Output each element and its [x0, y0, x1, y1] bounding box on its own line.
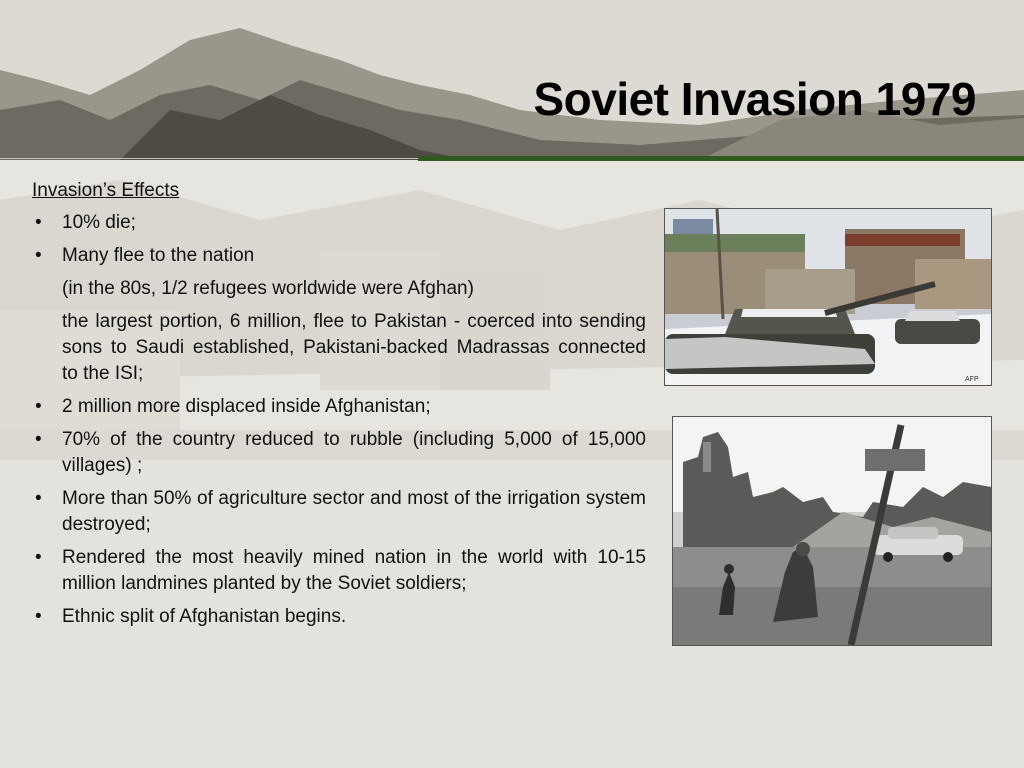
photo-credit: AFP: [965, 376, 979, 383]
subheading: Invasion’s Effects: [32, 180, 180, 201]
bullet-item: • 2 million more displaced inside Afghanistan;: [32, 394, 646, 420]
bullet-item: • 10% die;: [32, 210, 646, 236]
slide-body: [32, 178, 646, 637]
slide-title: Soviet Invasion 1979: [533, 73, 976, 125]
bullet-item: • Rendered the most heavily mined nation in the world with 10-15 million landmines planted by the Soviet soldiers;: [32, 545, 646, 597]
bullet-item: • 70% of the country reduced to rubble (including 5,000 of 15,000 villages) ;: [32, 427, 646, 479]
sub-paragraph: (in the 80s, 1/2 refugees worldwide were Afghan): [62, 278, 474, 299]
bullet-item: • Many flee to the nation: [32, 243, 646, 269]
title-accent-bar: [418, 156, 1024, 161]
sub-paragraph: the largest portion, 6 million, flee to Pakistan - coerced into sending sons to Saudi established, Pakistani-backed Madrassas connected to the ISI;: [62, 311, 646, 384]
bullet-item: • More than 50% of agriculture sector and most of the irrigation system destroyed;: [32, 486, 646, 538]
ruined-village-photo: [672, 416, 992, 646]
effects-list: [32, 210, 646, 630]
tank-in-snow-photo: [664, 208, 992, 386]
header-divider: [0, 158, 418, 159]
bullet-item: • Ethnic split of Afghanistan begins.: [32, 604, 646, 630]
